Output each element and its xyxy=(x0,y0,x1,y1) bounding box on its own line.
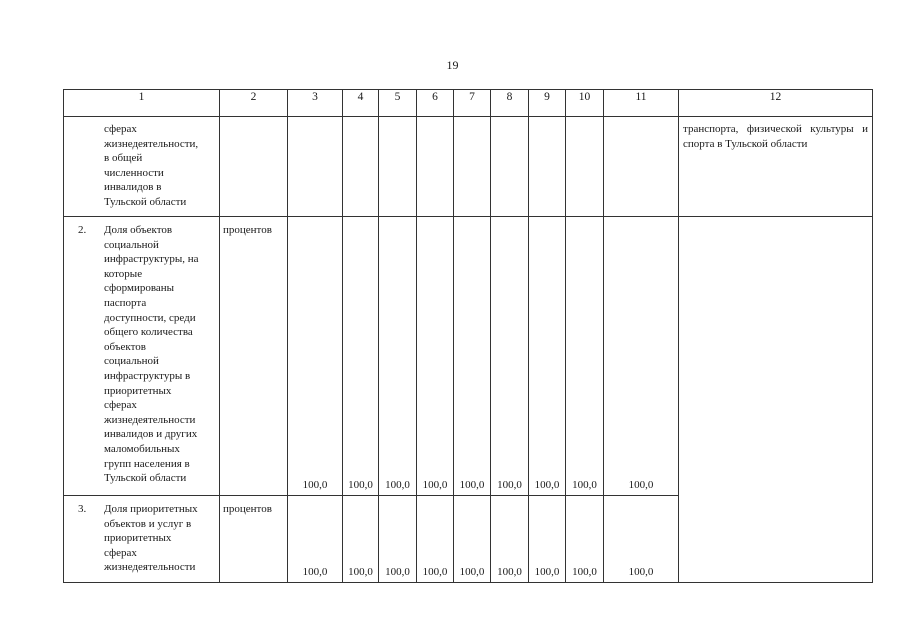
value-cell xyxy=(454,117,491,217)
row-index: 2. xyxy=(78,224,87,236)
value-cell: 100,0 xyxy=(379,496,417,583)
table-row-continuation xyxy=(64,117,873,217)
table-row-2 xyxy=(64,217,873,496)
header-cell: 2 xyxy=(220,90,288,117)
value-cell: 100,0 xyxy=(566,496,604,583)
header-cell: 12 xyxy=(679,90,873,117)
value-cell xyxy=(343,117,379,217)
responsible-cell xyxy=(679,217,873,583)
header-cell: 4 xyxy=(343,90,379,117)
value-cell: 100,0 xyxy=(379,217,417,496)
indicators-table xyxy=(63,89,873,583)
value-cell xyxy=(566,117,604,217)
page-number: 19 xyxy=(446,58,459,72)
value-cell: 100,0 xyxy=(529,496,566,583)
unit-text: процентов xyxy=(223,224,272,236)
header-cell: 3 xyxy=(288,90,343,117)
value-cell: 100,0 xyxy=(566,217,604,496)
header-cell: 5 xyxy=(379,90,417,117)
responsible-text: транспорта, физической культуры и спорта в Тульской области xyxy=(683,123,868,150)
value-cell: 100,0 xyxy=(454,496,491,583)
value-cell: 100,0 xyxy=(288,496,343,583)
value-cell xyxy=(529,117,566,217)
table-header-row xyxy=(64,90,873,117)
indicator-name: Доля приоритетных объектов и услуг в приоритетных сферах жизнедеятельности xyxy=(104,503,198,574)
value-cell: 100,0 xyxy=(604,217,679,496)
header-cell: 11 xyxy=(604,90,679,117)
indicator-name-cell xyxy=(64,217,220,496)
unit-text: процентов xyxy=(223,503,272,515)
indicator-name: сферах жизнедеятельности, в общей численности инвалидов в Тульской области xyxy=(104,123,199,208)
value-cell: 100,0 xyxy=(417,217,454,496)
value-cell: 100,0 xyxy=(343,217,379,496)
header-cell: 9 xyxy=(529,90,566,117)
indicator-name-cell xyxy=(64,117,220,217)
header-cell: 10 xyxy=(566,90,604,117)
value-cell xyxy=(491,117,529,217)
row-index: 3. xyxy=(78,503,87,515)
unit-cell xyxy=(220,117,288,217)
value-cell: 100,0 xyxy=(529,217,566,496)
value-cell: 100,0 xyxy=(491,217,529,496)
indicator-name: Доля объектов социальной инфраструктуры, на которые сформированы паспорта доступности, среди общего количества объектов социальной инфраструктуры в приоритетных сферах жизнедеятельности инвалидов и других маломобильных групп населения в Тульской области xyxy=(104,224,199,485)
value-cell xyxy=(417,117,454,217)
unit-cell xyxy=(220,217,288,496)
value-cell xyxy=(379,117,417,217)
value-cell: 100,0 xyxy=(604,496,679,583)
value-cell xyxy=(604,117,679,217)
header-cell: 1 xyxy=(64,90,220,117)
value-cell xyxy=(288,117,343,217)
value-cell: 100,0 xyxy=(454,217,491,496)
value-cell: 100,0 xyxy=(491,496,529,583)
header-cell: 7 xyxy=(454,90,491,117)
value-cell: 100,0 xyxy=(288,217,343,496)
responsible-cell xyxy=(679,117,873,217)
indicator-name-cell xyxy=(64,496,220,583)
value-cell: 100,0 xyxy=(343,496,379,583)
header-cell: 8 xyxy=(491,90,529,117)
unit-cell xyxy=(220,496,288,583)
header-cell: 6 xyxy=(417,90,454,117)
value-cell: 100,0 xyxy=(417,496,454,583)
